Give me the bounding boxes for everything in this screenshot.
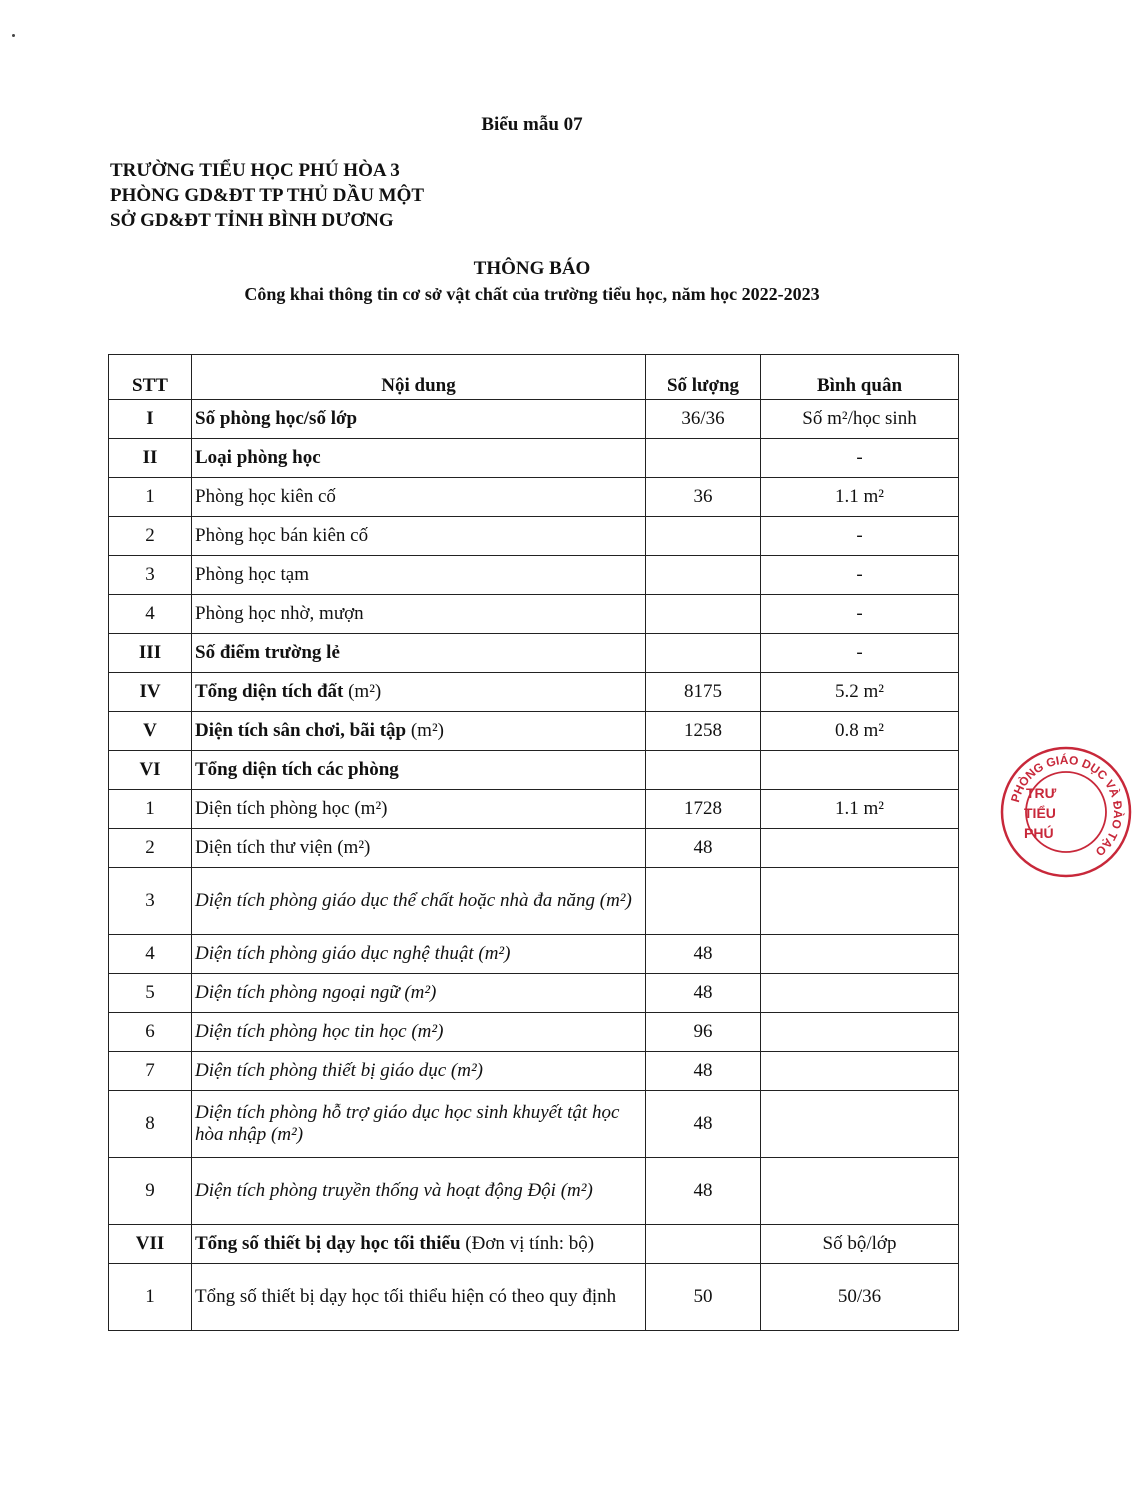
row-average — [761, 829, 959, 868]
row-average: 0.8 m² — [761, 712, 959, 751]
row-content — [192, 751, 646, 790]
row-average — [761, 1052, 959, 1091]
row-stt: 6 — [109, 1013, 192, 1052]
province-office: SỞ GD&ĐT TỈNH BÌNH DƯƠNG — [110, 210, 394, 231]
table-row — [109, 868, 959, 935]
row-quantity — [646, 868, 761, 935]
table-row — [109, 829, 959, 868]
row-average: - — [761, 556, 959, 595]
row-content — [192, 595, 646, 634]
row-quantity: 48 — [646, 1052, 761, 1091]
row-content — [192, 935, 646, 974]
row-quantity: 48 — [646, 974, 761, 1013]
row-quantity: 1728 — [646, 790, 761, 829]
stamp-ring-text: PHÒNG GIÁO DỤC VÀ ĐÀO TẠO — [1008, 752, 1126, 859]
row-quantity — [646, 595, 761, 634]
row-content-text: Tổng diện tích các phòng — [195, 759, 399, 780]
row-content-text: Diện tích phòng thiết bị giáo dục (m²) — [195, 1060, 484, 1081]
row-content-text: Loại phòng học — [195, 447, 321, 468]
form-number: Biểu mẫu 07 — [481, 114, 583, 135]
table-row — [109, 478, 959, 517]
row-content — [192, 1091, 646, 1158]
row-quantity: 50 — [646, 1264, 761, 1331]
row-content-text: Tổng số thiết bị dạy học tối thiểu hiện có theo quy định — [195, 1286, 617, 1307]
row-quantity — [646, 634, 761, 673]
row-stt: 7 — [109, 1052, 192, 1091]
row-content — [192, 439, 646, 478]
row-stt: 3 — [109, 868, 192, 935]
stamp-line-2: TIỂU — [1024, 805, 1056, 821]
row-quantity: 36 — [646, 478, 761, 517]
row-stt: 3 — [109, 556, 192, 595]
row-content — [192, 1013, 646, 1052]
row-content — [192, 712, 646, 751]
row-content-unit: (m²) — [410, 720, 444, 741]
column-header-content: Nội dung — [192, 355, 646, 400]
row-stt: 1 — [109, 790, 192, 829]
row-quantity: 1258 — [646, 712, 761, 751]
row-stt: 4 — [109, 595, 192, 634]
row-content — [192, 673, 646, 712]
scan-speck — [12, 34, 15, 37]
row-content-text: Tổng số thiết bị dạy học tối thiểu — [195, 1233, 461, 1254]
table-row — [109, 1013, 959, 1052]
row-content — [192, 974, 646, 1013]
facility-table — [108, 354, 959, 1331]
row-quantity — [646, 751, 761, 790]
row-content-text: Diện tích phòng ngoại ngữ (m²) — [195, 982, 437, 1003]
row-average: 1.1 m² — [761, 790, 959, 829]
row-average: - — [761, 595, 959, 634]
row-stt: VII — [109, 1225, 192, 1264]
row-average — [761, 974, 959, 1013]
row-content-text: Diện tích phòng học tin học (m²) — [195, 1021, 444, 1042]
row-content-text: Phòng học tạm — [195, 564, 309, 585]
issuer-header — [110, 158, 424, 233]
row-content-text: Tổng diện tích đất — [195, 681, 344, 702]
row-content-text: Diện tích phòng học (m²) — [195, 798, 388, 819]
row-average: Số bộ/lớp — [761, 1225, 959, 1264]
row-quantity: 48 — [646, 1091, 761, 1158]
row-content — [192, 556, 646, 595]
row-stt: 1 — [109, 478, 192, 517]
row-content — [192, 634, 646, 673]
row-quantity: 48 — [646, 1158, 761, 1225]
row-stt: 1 — [109, 1264, 192, 1331]
document-subtitle: Công khai thông tin cơ sở vật chất của trường tiểu học, năm học 2022-2023 — [244, 284, 820, 304]
row-average — [761, 868, 959, 935]
table-header-row — [109, 355, 959, 400]
row-quantity — [646, 1225, 761, 1264]
row-average: - — [761, 517, 959, 556]
row-content — [192, 478, 646, 517]
column-header-quantity: Số lượng — [646, 355, 761, 400]
row-stt: I — [109, 400, 192, 439]
table-row — [109, 439, 959, 478]
row-content-text: Số điểm trường lẻ — [195, 642, 340, 663]
row-stt: VI — [109, 751, 192, 790]
row-content-text: Số phòng học/số lớp — [195, 408, 358, 429]
row-average — [761, 1091, 959, 1158]
row-content — [192, 1264, 646, 1331]
row-stt: V — [109, 712, 192, 751]
row-content-text: Diện tích phòng giáo dục nghệ thuật (m²) — [195, 943, 511, 964]
row-content-text: Diện tích phòng truyền thống và hoạt động Đội (m²) — [195, 1180, 593, 1201]
row-average — [761, 1158, 959, 1225]
row-average: 5.2 m² — [761, 673, 959, 712]
row-stt: III — [109, 634, 192, 673]
row-stt: 8 — [109, 1091, 192, 1158]
row-stt: IV — [109, 673, 192, 712]
row-content-text: Phòng học kiên cố — [195, 486, 336, 507]
row-content — [192, 517, 646, 556]
table-row — [109, 673, 959, 712]
row-quantity — [646, 556, 761, 595]
table-row — [109, 1091, 959, 1158]
document-title: THÔNG BÁO — [473, 258, 591, 279]
table-row — [109, 1158, 959, 1225]
row-content — [192, 400, 646, 439]
table-row — [109, 400, 959, 439]
row-content — [192, 868, 646, 935]
row-content-text: Diện tích phòng giáo dục thể chất hoặc nhà đa năng (m²) — [195, 890, 632, 911]
table-row — [109, 790, 959, 829]
row-content-text: Diện tích sân chơi, bãi tập — [195, 720, 407, 741]
table-row — [109, 1052, 959, 1091]
row-quantity — [646, 517, 761, 556]
row-content — [192, 1052, 646, 1091]
column-header-stt: STT — [109, 355, 192, 400]
table-row — [109, 935, 959, 974]
row-stt: 4 — [109, 935, 192, 974]
column-header-average: Bình quân — [761, 355, 959, 400]
district-office: PHÒNG GD&ĐT TP THỦ DẦU MỘT — [110, 185, 425, 206]
table-row — [109, 751, 959, 790]
row-quantity — [646, 439, 761, 478]
stamp-line-3: PHÚ — [1024, 825, 1054, 841]
row-average — [761, 935, 959, 974]
row-stt: 2 — [109, 829, 192, 868]
row-average: 1.1 m² — [761, 478, 959, 517]
row-content — [192, 1225, 646, 1264]
table-row — [109, 712, 959, 751]
row-stt: II — [109, 439, 192, 478]
row-average: Số m²/học sinh — [761, 400, 959, 439]
row-content-unit: (m²) — [348, 681, 382, 702]
table-row — [109, 1225, 959, 1264]
row-quantity: 36/36 — [646, 400, 761, 439]
table-row — [109, 634, 959, 673]
row-average: - — [761, 634, 959, 673]
row-average — [761, 751, 959, 790]
row-content-text: Phòng học bán kiên cố — [195, 525, 369, 546]
row-content-text: Diện tích phòng hỗ trợ giáo dục học sinh khuyết tật học hòa nhập (m²) — [195, 1102, 620, 1145]
row-quantity: 8175 — [646, 673, 761, 712]
row-content-unit: (Đơn vị tính: bộ) — [465, 1233, 595, 1254]
row-average: - — [761, 439, 959, 478]
row-quantity: 48 — [646, 935, 761, 974]
table-body — [109, 400, 959, 1331]
school-seal-stamp — [996, 742, 1136, 882]
row-quantity: 48 — [646, 829, 761, 868]
table-row — [109, 595, 959, 634]
school-name: TRƯỜNG TIỂU HỌC PHÚ HÒA 3 — [110, 160, 400, 181]
row-average: 50/36 — [761, 1264, 959, 1331]
row-stt: 5 — [109, 974, 192, 1013]
table-row — [109, 974, 959, 1013]
row-quantity: 96 — [646, 1013, 761, 1052]
row-content — [192, 790, 646, 829]
table-row — [109, 517, 959, 556]
row-content — [192, 829, 646, 868]
row-content-text: Diện tích thư viện (m²) — [195, 837, 371, 858]
row-stt: 9 — [109, 1158, 192, 1225]
row-average — [761, 1013, 959, 1052]
table-row — [109, 1264, 959, 1331]
row-content — [192, 1158, 646, 1225]
table-row — [109, 556, 959, 595]
row-content-text: Phòng học nhờ, mượn — [195, 603, 364, 624]
row-stt: 2 — [109, 517, 192, 556]
stamp-line-1: TRƯ — [1026, 785, 1057, 801]
